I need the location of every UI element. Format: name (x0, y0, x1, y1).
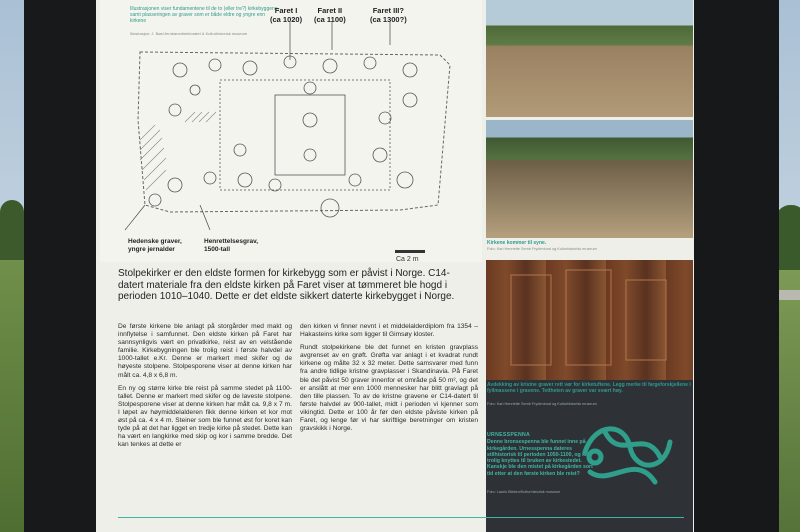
scale-label: Ca 2 m (396, 256, 419, 263)
map-credit: Illustrasjon: J. Bøe/Jernbanedirektoratet & Kulturhistorisk museum (130, 31, 248, 36)
faret-2-label: Faret II (ca 1100) (314, 6, 346, 24)
legend-execution-grave: Henrettelsesgrav, 1500-tall (204, 238, 259, 253)
urnes-text: Denne bronsespenna ble funnet inne på kirkegården. Urnesspenna dateres stilhistorisk til perioden 1050-1100, og kan trolig knyttes til bruken av kirkestedet. Kanskje ble den mistet på kirkegården sort tid etter at den første kirken ble reist? (487, 439, 593, 477)
site-plan-drawing (100, 0, 482, 262)
col1-paragraph-1: De første kirkene ble anlagt på storgårder med makt og innflytelse i samfunnet. Den eldste kirken på Faret har sannsynligvis vært en privatkirke, reist av en velstående familie. Kirkebygningen ble trolig reist i første halvdel av 1000-tallet e.Kr. Denne er markert med skifer og de høyeste stolpene. Stolpesporene viser at denne kirken har målt ca. 4,8 x 6,8 m. (118, 323, 292, 379)
text-column-1 (118, 323, 292, 454)
col2-paragraph-1: den kirken vi finner nevnt i et middelalderdiplom fra 1354 – Hakasteins kirke som ligger til Gimsøy kloster. (300, 323, 478, 339)
urnes-brooch-image (575, 412, 681, 496)
col1-paragraph-2: En ny og større kirke ble reist på samme stedet på 1100-tallet. Denne er markert med skifer og de laveste stolpene. Stolpesporene viser at denne kirken har målt ca. 9,8 x 7 m. I løpet av høymiddelalderen fikk denne kirken et kor mot øst på ca. 4 x 4 m. Steiner som ble funnet øst for koret kan tyde på at det har ligget en tredje kirke på stedet. Dette kan ha vært en langkirke med skip og kor i samme bredde. Det kan tenkes at dette er (118, 384, 292, 449)
photo-credit-2: Foto: Kari Henriette Semb Frydenlund og Kulturhistorisk museum (487, 402, 597, 406)
map-caption: Illustrasjonen viser fundamentene til de to (eller tre?) kirkebyggene, samt plasseringen av graver som er både eldre og yngre enn kirkene (130, 6, 279, 24)
grave-fill-photo (486, 260, 693, 380)
grave-outlines (486, 260, 693, 380)
excavation-photo-1 (486, 0, 693, 117)
photo-caption-2: Avdekking av kristne graver rett vør for kirketuftene. Legg merke til fargeforskjellene i fyllmassene i gravene. Tettheten av graver var svært høy. (487, 382, 691, 394)
sign-post-right (693, 0, 779, 532)
lead-paragraph: Stolpekirker er den eldste formen for kirkebygg som er påvist i Norge. C14-datert materiale fra den eldste kirken på Faret viser at tømmeret ble hogd i perioden 1010–1040. Dette er det eldste sikkert daterte kirkebygget i Norge. (118, 268, 455, 302)
urnes-title: URNESSPENNA (487, 432, 531, 438)
sign-post-left (24, 0, 100, 532)
legend-pagan-graves: Hedenske graver, yngre jernalder (128, 238, 182, 253)
site-plan (100, 0, 482, 262)
text-column-2 (300, 323, 478, 438)
col2-paragraph-2: Rundt stolpekirkene ble det funnet en kristen gravplass avgrenset av en grøft. Grøfta var anlagt i et kvadrat rundt kirkene og målte 32 x 32 meter. Dette samsvarer med funn fra andre tidlige kristne gravplasser i Skandinavia. På Faret ble det påvist 50 graver innenfor et område på 50 m², og det er anslått at mer enn 1000 mennesker har blitt gravlagt på den tille plassen. To av de kristne gravene er C14-datert til første halvdel av 900-tallet, midt i perioden vi kjenner som vikingtid. Dette er 100 år før den eldste påviste kirken på Faret, og lenge før vi har skriftlige beretninger om kristen gravskikk i Norge. (300, 344, 478, 433)
photo-caption-1: Kirkene kommer til syne. (487, 240, 547, 246)
faret-3-label: Faret III? (ca 1300?) (370, 6, 407, 24)
photo-credit-1: Foto: Kari Henriette Semb Frydenlund og Kulturhistorisk museum (487, 247, 597, 251)
faret-1-label: Faret I (ca 1020) (270, 6, 303, 24)
urnes-credit: Foto: Lauris Bleken/Kulturhistorisk museum (487, 490, 561, 494)
tree-right (776, 205, 800, 275)
excavation-photo-2 (486, 120, 693, 238)
bottom-rule (118, 517, 684, 518)
